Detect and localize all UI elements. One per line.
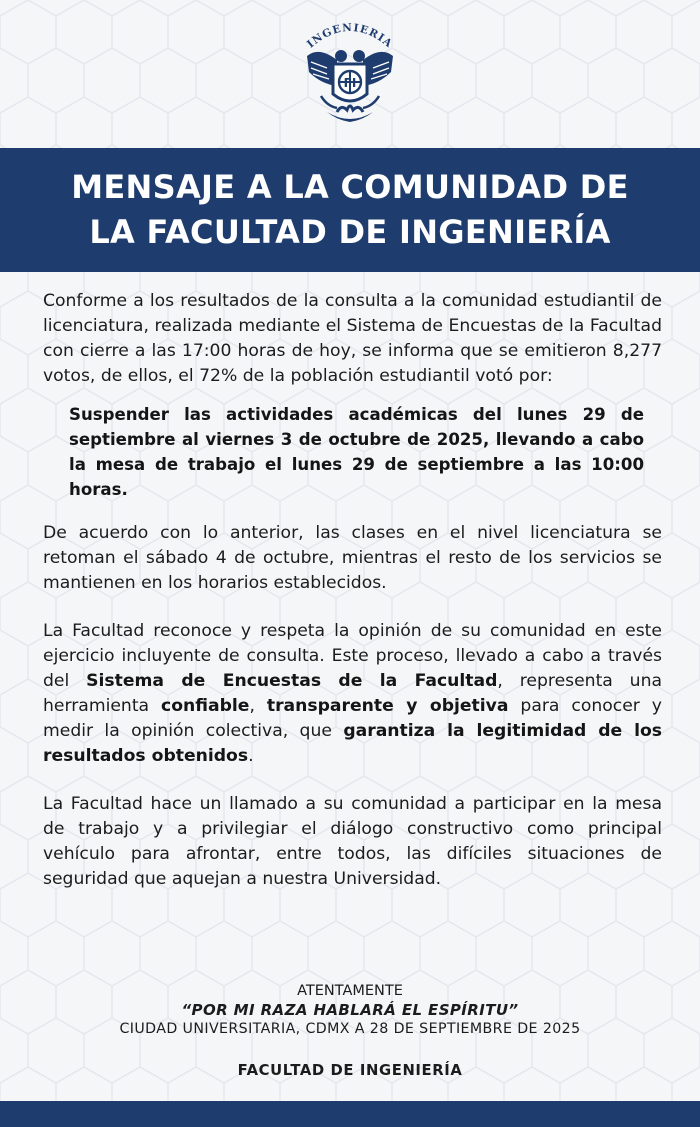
- organization-name: FACULTAD DE INGENIERÍA: [237, 1062, 463, 1079]
- paragraph-call-to-dialogue: La Facultad hace un llamado a su comunidad a participar en la mesa de trabajo y a privilegiar el diálogo constructivo como principal vehículo para afrontar, entre todos, las difíciles situaciones de seguridad que aquejan a nuestra Universidad.: [43, 794, 662, 889]
- paragraph-results: Conforme a los resultados de la consulta a la comunidad estudiantil de licenciatura, realizada mediante el Sistema de Encuestas de la Facultad con cierre a las 17:00 horas de hoy, se informa que se emitieron 8,277 votos, de ellos, el 72% de la población estudiantil votó por:: [43, 291, 662, 386]
- page-title-line-1: MENSAJE A LA COMUNIDAD DE: [71, 168, 629, 206]
- recognition-text-1: La Facultad reconoce y respeta la opinión de su comunidad en este ejercicio incluyente de consulta. Este proceso, llevado a cabo a través del: [43, 621, 662, 691]
- recognition-bold-system: Sistema de Encuestas de la Facultad: [86, 671, 498, 691]
- recognition-text-4: para conocer y medir la opinión colectiva, que: [43, 696, 662, 741]
- message-body: [43, 289, 662, 892]
- signature-block: [0, 982, 700, 1039]
- place-date-text: CIUDAD UNIVERSITARIA, CDMX A 28 DE SEPTIEMBRE DE 2025: [119, 1021, 581, 1037]
- title-banner: [0, 148, 700, 272]
- logo-arc-text: INGENIERIA: [304, 21, 395, 51]
- recognition-bold-transparent: transparente y objetiva: [266, 696, 509, 716]
- recognition-text-2: , representa una herramienta: [43, 671, 663, 716]
- closing-text: ATENTAMENTE: [297, 983, 403, 999]
- recognition-bold-legitimacy: garantiza la legitimidad de los resultados obtenidos: [43, 721, 663, 766]
- facultad-logo: [297, 16, 403, 138]
- footer-bar: [0, 1101, 700, 1127]
- recognition-text-5: .: [248, 746, 254, 766]
- svg-text:INGENIERIA: [305, 22, 395, 51]
- recognition-text-3: ,: [249, 696, 267, 716]
- facultad-ingenieria-crest-icon: [297, 16, 403, 138]
- paragraph-classes-resume: De acuerdo con lo anterior, las clases en el nivel licenciatura se retoman el sábado 4 de octubre, mientras el resto de los servicios se mantienen en los horarios establecidos.: [43, 523, 662, 593]
- logo-shield-text: FI: [343, 76, 357, 90]
- voted-resolution: Suspender las actividades académicas del lunes 29 de septiembre al viernes 3 de octubre de 2025, llevando a cabo la mesa de trabajo el lunes 29 de septiembre a las 10:00 horas.: [69, 405, 644, 499]
- page-title: [0, 165, 700, 255]
- page-title-line-2: LA FACULTAD DE INGENIERÍA: [89, 213, 611, 251]
- motto-text: “POR MI RAZA HABLARÁ EL ESPÍRITU”: [181, 1001, 519, 1019]
- paragraph-recognition: [43, 619, 662, 769]
- recognition-bold-reliable: confiable: [161, 696, 250, 716]
